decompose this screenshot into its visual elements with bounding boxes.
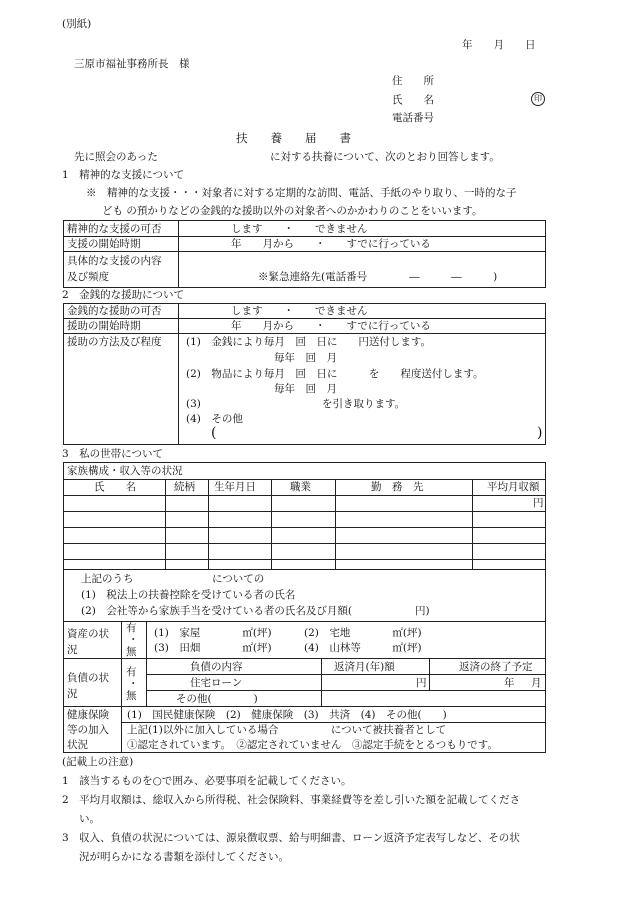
section1-note: ※ 精神的な支援・・・対象者に対する定期的な訪問、電話、手紙のやり取り、一時的な子 <box>86 187 517 199</box>
col-workplace: 勤 務 先 <box>371 481 424 493</box>
date-line: 年 月 日 <box>462 39 536 51</box>
note-2-cont: い。 <box>79 813 100 825</box>
col-occupation: 職業 <box>290 481 311 493</box>
support-possibility-value[interactable]: します ・ できません <box>231 223 368 235</box>
aid-method-label: 援助の方法及び程度 <box>67 336 162 348</box>
income-yen: 円 <box>533 497 544 509</box>
emergency-contact[interactable]: ※緊急連絡先(電話番号 ― ― ) <box>258 271 498 283</box>
debt-housing-loan: 住宅ローン <box>190 677 243 689</box>
insurance-types[interactable]: (1) 国民健康保険 (2) 健康保険 (3) 共済 (4) その他( ) <box>127 709 447 721</box>
asset-house[interactable]: (1) 家屋 ㎡(坪) <box>154 627 272 639</box>
asset-forest[interactable]: (4) 山林等 ㎡(坪) <box>304 642 422 654</box>
addressee: 三原市福祉事務所長 様 <box>74 58 190 70</box>
note-3-cont: 況が明らかになる書類を添付してください。 <box>79 851 289 863</box>
aid-start-value[interactable]: 年 月から ・ すでに行っている <box>231 320 431 332</box>
support-content-label: 具体的な支援の内容 <box>67 255 162 267</box>
insurance-label-2: 等の加入 <box>67 724 109 736</box>
debt-end-header: 返済の終了予定 <box>459 661 533 673</box>
note-3: 3 収入、負債の状況については、源泉徴収票、給与明細書、ローン返済予定表写しなど、その状 <box>62 832 520 844</box>
section3-heading: 3 私の世帯について <box>62 448 163 460</box>
insurance-label: 健康保険 <box>67 709 109 721</box>
section1-heading: 1 精神的な支援について <box>62 169 184 181</box>
of-which-b: についての <box>212 573 265 585</box>
debt-label: 負債の状 <box>67 672 109 684</box>
insurance-dependent[interactable]: 上記(1)以外に加入している場合 について被扶養者として <box>127 724 447 736</box>
other-paren-left: ( <box>211 425 217 441</box>
aid-method-money-yearly[interactable]: 毎年 回 月 <box>274 352 337 364</box>
aid-method-other[interactable]: (4) その他 <box>186 413 243 425</box>
assets-label: 資産の状 <box>67 628 109 640</box>
debt-end-month: 月 <box>531 677 542 689</box>
family-grid <box>64 479 545 569</box>
aid-possibility-label: 金銭的な援助の可否 <box>67 305 162 317</box>
phone-label: 電話番号 <box>392 112 434 124</box>
seal-mark: 印 <box>531 92 545 106</box>
notes-heading: (記載上の注意) <box>62 756 134 768</box>
assets-dot: ・ <box>128 634 139 646</box>
asset-field[interactable]: (3) 田畑 ㎡(坪) <box>154 642 272 654</box>
support-content-label-2: 及び頻度 <box>67 271 109 283</box>
section1-note-cont: ども の預かりなどの金銭的な援助以外の対象者へのかかわりのことをいいます。 <box>102 205 483 217</box>
col-income: 平均月収額 <box>487 481 540 493</box>
debt-label-2: 況 <box>67 688 78 700</box>
support-table <box>63 220 546 288</box>
insurance-label-3: 状況 <box>67 739 88 751</box>
family-allowance-line[interactable]: (2) 会社等から家族手当を受けている者の氏名及び月額( 円) <box>81 605 430 617</box>
document-title: 扶 養 届 書 <box>236 131 351 145</box>
aid-method-3-num: (3) <box>186 398 201 410</box>
aid-start-label: 援助の開始時期 <box>67 320 141 332</box>
of-which-a: 上記のうち <box>81 573 134 585</box>
aid-method-goods-yearly[interactable]: 毎年 回 月 <box>274 383 337 395</box>
financial-aid-table <box>63 303 546 445</box>
debt-yes[interactable]: 有 <box>126 666 137 678</box>
assets-no[interactable]: 無 <box>126 646 137 658</box>
col-birthdate: 生年月日 <box>214 481 256 493</box>
section2-heading: 2 金銭的な援助について <box>62 289 184 301</box>
debt-content-header: 負債の内容 <box>190 661 243 673</box>
assets-yes[interactable]: 有 <box>126 622 137 634</box>
debt-monthly-header: 返済月(年)額 <box>334 661 395 673</box>
asset-land[interactable]: (2) 宅地 ㎡(坪) <box>304 627 422 639</box>
note-2: 2 平均月収額は、総収入から所得税、社会保険料、事業経費等を差し引いた額を記載してくださ <box>62 794 521 806</box>
aid-method-goods[interactable]: (2) 物品により毎月 回 日に を 程度送付します。 <box>186 368 484 380</box>
tax-deduction-line[interactable]: (1) 税法上の扶養控除を受けている者の氏名 <box>81 589 296 601</box>
insurance-status[interactable]: ①認定されています。 ②認定されていません ③認定手続をとるつもりです。 <box>127 739 498 751</box>
aid-method-takein[interactable]: を引き取ります。 <box>322 398 406 410</box>
assets-label-2: 況 <box>67 644 78 656</box>
support-possibility-label: 精神的な支援の可否 <box>67 223 162 235</box>
name-label: 氏 名 <box>392 94 434 106</box>
family-header: 家族構成・収入等の状況 <box>67 465 183 477</box>
support-start-label: 支援の開始時期 <box>67 238 141 250</box>
debt-end-year: 年 <box>504 677 515 689</box>
debt-dot: ・ <box>128 678 139 690</box>
aid-method-money[interactable]: (1) 金銭により毎月 回 日に 円送付します。 <box>186 336 432 348</box>
debt-yen: 円 <box>416 677 427 689</box>
aid-possibility-value[interactable]: します ・ できません <box>231 305 368 317</box>
intro-a: 先に照会のあった <box>74 151 158 163</box>
support-start-value[interactable]: 年 月から ・ すでに行っている <box>231 238 431 250</box>
other-paren-right: ) <box>537 425 543 441</box>
col-name: 氏 名 <box>94 481 136 493</box>
debt-no[interactable]: 無 <box>126 690 137 702</box>
debt-other[interactable]: その他( ) <box>176 693 258 705</box>
col-relation: 続柄 <box>174 481 195 493</box>
address-label: 住 所 <box>392 75 434 87</box>
bessi-label: (別紙) <box>62 18 92 30</box>
household-table <box>63 462 546 753</box>
note-1: 1 該当するものを○で囲み、必要事項を記載してください。 <box>62 775 352 787</box>
intro-b: に対する扶養について、次のとおり回答します。 <box>270 151 500 163</box>
